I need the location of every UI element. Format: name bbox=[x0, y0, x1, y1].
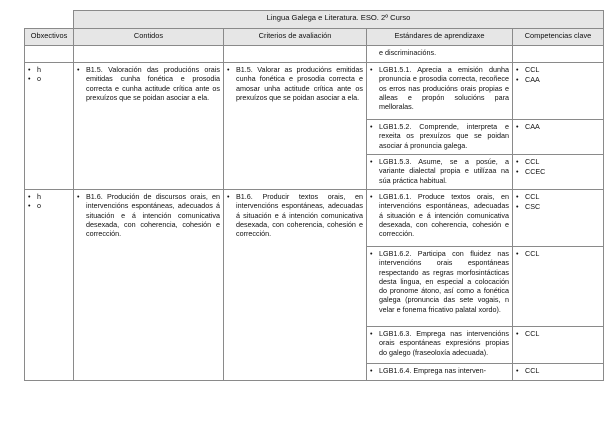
objectives-cell bbox=[25, 190, 74, 381]
standard-cell: • LGB1.6.4. Emprega nas interven- bbox=[367, 364, 513, 381]
table-title: Lingua Galega e Literatura. ESO. 2º Curso bbox=[74, 11, 604, 29]
competence-item: • CAA bbox=[516, 74, 540, 84]
competence-item: • CCEC bbox=[516, 166, 546, 176]
standard-cell: • LGB1.6.2. Participa con fluidez nas intervencións orais espontáneas respectando as regras morfosintácticas desta lingua, en especial a colocación do pronome átono, así como a fonética galega (pronuncia das sete vogais, n velar e fonema fricativo palatal xordo). bbox=[367, 247, 513, 327]
criterion-cell: • B1.6. Producir textos orais, en intervencións espontáneas, adecuadas á situación e á intención comunicativa desexada, con coherencia, cohesión e corrección. bbox=[224, 190, 367, 381]
competences-cell bbox=[513, 364, 604, 381]
header-standards: Estándares de aprendizaxe bbox=[367, 29, 513, 46]
objectives-cell bbox=[25, 63, 74, 190]
competence-item: • CCL bbox=[516, 329, 540, 338]
criterion-cell: • B1.5. Valorar as producións emitidas cunha fonética e prosodia correcta e amosar unha actitude crítica ante os prexuízos que se poidan asociar a ela. bbox=[224, 63, 367, 190]
competences-cell bbox=[513, 327, 604, 364]
standard-cell: • LGB1.6.1. Produce textos orais, en intervencións espontáneas, adecuadas á situación e á intención comunicativa desexada, con coherencia, cohesión e corrección. bbox=[367, 190, 513, 247]
empty-cell bbox=[74, 46, 224, 63]
competence-item: • CAA bbox=[516, 122, 540, 131]
competence-item: • CCL bbox=[516, 65, 540, 74]
objective-item: • o bbox=[28, 74, 41, 84]
standard-continuation: e discriminacións. bbox=[367, 46, 513, 63]
standard-cell: • LGB1.5.2. Comprende, interpreta e rexeita os prexuízos que se poidan asociar á pronuncia galega. bbox=[367, 120, 513, 155]
header-competences: Competencias clave bbox=[513, 29, 604, 46]
table-title-row bbox=[25, 11, 604, 29]
empty-cell bbox=[25, 46, 74, 63]
standard-cell: • LGB1.5.3. Asume, se a posúe, a variante dialectal propia e utilízaa na súa práctica habitual. bbox=[367, 155, 513, 190]
competence-item: • CSC bbox=[516, 201, 541, 211]
table-header-row bbox=[25, 29, 604, 46]
competences-cell bbox=[513, 120, 604, 155]
empty-cell bbox=[224, 46, 367, 63]
table-row bbox=[25, 190, 604, 247]
carry-over-row bbox=[25, 46, 604, 63]
competences-cell bbox=[513, 190, 604, 247]
objective-item: • h bbox=[28, 192, 41, 201]
table-row bbox=[25, 63, 604, 120]
competences-cell bbox=[513, 63, 604, 120]
content-cell: • B1.6. Produción de discursos orais, en intervencións espontáneas, adecuados á situación e á intención comunicativa desexada, con coherencia, cohesión e corrección. bbox=[74, 190, 224, 381]
competences-cell bbox=[513, 247, 604, 327]
competence-item: • CCL bbox=[516, 249, 540, 258]
standard-cell: • LGB1.5.1. Aprecia a emisión dunha pronuncia e prosodia correcta, recoñece os erros nas producións orais propias e alleas e propón solucións para melloralas. bbox=[367, 63, 513, 120]
competences-cell bbox=[513, 155, 604, 190]
empty-cell bbox=[513, 46, 604, 63]
content-cell: • B1.5. Valoración das producións orais emitidas cunha fonética e prosodia correcta e cunha actitude crítica ante os prexuízos que se poidan asociar a ela. bbox=[74, 63, 224, 190]
curriculum-table bbox=[24, 10, 604, 381]
objective-item: • o bbox=[28, 201, 41, 211]
header-contents: Contidos bbox=[74, 29, 224, 46]
objective-item: • h bbox=[28, 65, 41, 74]
competence-item: • CCL bbox=[516, 192, 540, 201]
header-criteria: Criterios de avaliación bbox=[224, 29, 367, 46]
header-objectives: Obxectivos bbox=[25, 29, 74, 46]
standard-cell: • LGB1.6.3. Emprega nas intervencións orais espontáneas expresións propias do galego (fraseoloxía adecuada). bbox=[367, 327, 513, 364]
competence-item: • CCL bbox=[516, 157, 540, 166]
competence-item: • CCL bbox=[516, 366, 540, 375]
